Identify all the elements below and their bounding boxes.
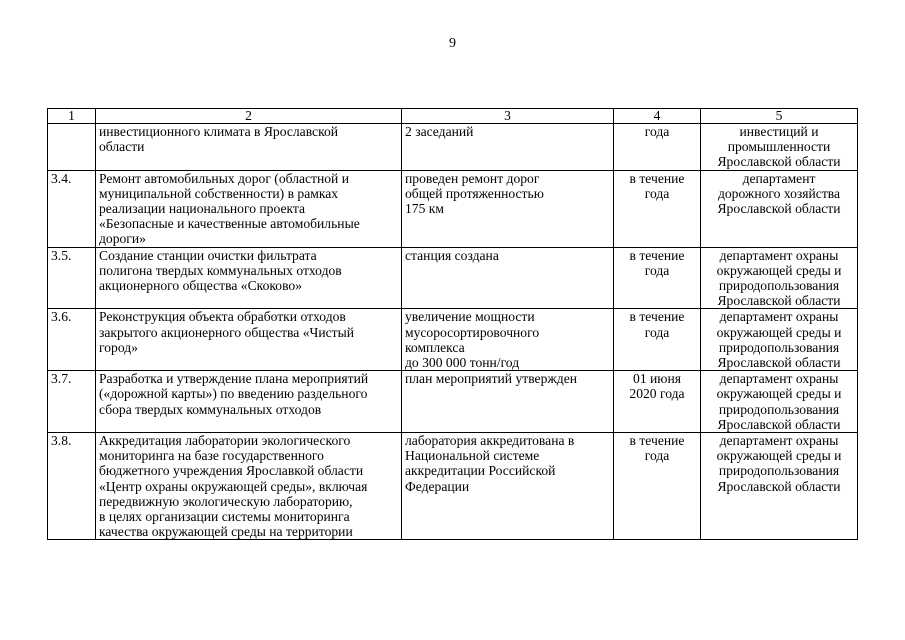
executor-cell-line: департамент охраны <box>719 433 839 449</box>
executor-cell-line: департамент охраны <box>719 247 839 263</box>
date-cell-line: года <box>644 124 670 139</box>
result-cell-line: общей протяженностью <box>405 185 544 201</box>
action-cell-line: город» <box>99 339 138 355</box>
executor-cell-line: природопользования <box>718 278 840 294</box>
action-cell-line: бюджетного учреждения Ярославкой области <box>99 463 364 479</box>
action-cell <box>96 371 402 433</box>
executor-cell-line: окружающей среды и <box>716 324 842 340</box>
action-cell-line: Создание станции очистки фильтрата <box>99 247 317 263</box>
result-cell <box>402 124 614 171</box>
date-cell-line: 2020 года <box>629 386 685 402</box>
action-cell-line: Реконструкция объекта обработки отходов <box>99 309 346 325</box>
header-cell-action: 2 <box>96 109 402 124</box>
table-row <box>48 433 858 540</box>
executor-cell <box>701 433 858 540</box>
action-cell-line: («дорожной карты») по введению раздельного <box>99 386 368 402</box>
table-header-row <box>48 109 858 124</box>
table-row <box>48 309 858 371</box>
plan-table <box>47 108 858 540</box>
date-cell-line: в течение <box>629 247 685 263</box>
action-cell-line: качества окружающей среды на территории <box>99 524 353 540</box>
action-cell-line: сбора твердых коммунальных отходов <box>99 401 322 417</box>
result-cell-line: Федерации <box>405 478 470 494</box>
result-cell <box>402 170 614 247</box>
header-cell-executor: 5 <box>701 109 858 124</box>
result-cell-line: план мероприятий утвержден <box>405 371 578 387</box>
table-row <box>48 247 858 309</box>
action-cell-line: передвижную экологическую лабораторию, <box>99 493 353 509</box>
date-cell-line: года <box>644 324 670 340</box>
executor-cell-line: окружающей среды и <box>716 448 842 464</box>
date-cell <box>614 309 701 371</box>
table-row <box>48 371 858 433</box>
row-number-cell: 3.6. <box>48 309 96 371</box>
result-cell <box>402 371 614 433</box>
executor-cell-line: Ярославской области <box>717 478 841 494</box>
executor-cell-line: природопользования <box>718 401 840 417</box>
date-cell <box>614 247 701 309</box>
action-cell-line: Разработка и утверждение плана мероприятий <box>99 371 369 387</box>
header-cell-date: 4 <box>614 109 701 124</box>
result-cell-line: 175 км <box>405 201 444 217</box>
result-cell-line: увеличение мощности <box>405 309 535 325</box>
table-row <box>48 124 858 171</box>
action-cell-line: Аккредитация лаборатории экологического <box>99 433 351 449</box>
executor-cell <box>701 309 858 371</box>
executor-cell-line: окружающей среды и <box>716 262 842 278</box>
date-cell-line: года <box>644 185 670 201</box>
action-cell-line: области <box>99 139 145 155</box>
executor-cell-line: Ярославской области <box>717 293 841 309</box>
action-cell-line: реализации национального проекта <box>99 201 306 217</box>
action-cell <box>96 124 402 171</box>
action-cell <box>96 170 402 247</box>
result-cell <box>402 309 614 371</box>
executor-cell-line: департамент охраны <box>719 371 839 387</box>
action-cell-line: в целях организации системы мониторинга <box>99 509 350 525</box>
executor-cell-line: Ярославской области <box>717 154 841 170</box>
date-cell <box>614 170 701 247</box>
row-number-cell: 3.8. <box>48 433 96 540</box>
action-cell-line: закрытого акционерного общества «Чистый <box>99 324 355 340</box>
action-cell <box>96 309 402 371</box>
result-cell-line: проведен ремонт дорог <box>405 170 540 186</box>
action-cell-line: полигона твердых коммунальных отходов <box>99 262 342 278</box>
action-cell-line: муниципальной собственности) в рамках <box>99 185 339 201</box>
action-cell-line: «Безопасные и качественные автомобильные <box>99 216 360 232</box>
result-cell-line: комплекса <box>405 339 465 355</box>
action-cell <box>96 247 402 309</box>
action-cell-line: «Центр охраны окружающей среды», включая <box>99 478 368 494</box>
executor-cell-line: промышленности <box>727 139 831 155</box>
date-cell <box>614 124 701 171</box>
result-cell-line: 2 заседаний <box>405 124 474 139</box>
executor-cell-line: департамент <box>742 170 816 186</box>
action-cell-line: инвестиционного климата в Ярославской <box>99 124 339 139</box>
result-cell <box>402 247 614 309</box>
date-cell <box>614 371 701 433</box>
date-cell-line: в течение <box>629 309 685 325</box>
date-cell-line: года <box>644 262 670 278</box>
result-cell-line: до 300 000 тонн/год <box>405 355 520 371</box>
executor-cell-line: природопользования <box>718 463 840 479</box>
date-cell-line: 01 июня <box>633 371 681 387</box>
date-cell <box>614 433 701 540</box>
table-row <box>48 170 858 247</box>
executor-cell <box>701 371 858 433</box>
executor-cell-line: департамент охраны <box>719 309 839 325</box>
executor-cell-line: дорожного хозяйства <box>717 185 841 201</box>
executor-cell-line: Ярославской области <box>717 355 841 371</box>
action-cell-line: Ремонт автомобильных дорог (областной и <box>99 170 350 186</box>
result-cell-line: лаборатория аккредитована в <box>405 433 575 449</box>
action-cell-line: акционерного общества «Скоково» <box>99 278 302 294</box>
action-cell <box>96 433 402 540</box>
executor-cell-line: Ярославской области <box>717 201 841 217</box>
executor-cell <box>701 124 858 171</box>
result-cell-line: Национальной системе <box>405 448 540 464</box>
result-cell-line: аккредитации Российской <box>405 463 556 479</box>
executor-cell <box>701 170 858 247</box>
executor-cell-line: инвестиций и <box>739 124 819 139</box>
header-cell-num: 1 <box>48 109 96 124</box>
action-cell-line: дороги» <box>99 231 146 247</box>
header-cell-result: 3 <box>402 109 614 124</box>
row-number-cell: 3.4. <box>48 170 96 247</box>
row-number-cell: 3.7. <box>48 371 96 433</box>
result-cell <box>402 433 614 540</box>
executor-cell-line: окружающей среды и <box>716 386 842 402</box>
executor-cell <box>701 247 858 309</box>
result-cell-line: станция создана <box>405 247 499 263</box>
page-number: 9 <box>449 36 456 51</box>
row-number-cell: 3.5. <box>48 247 96 309</box>
date-cell-line: года <box>644 448 670 464</box>
action-cell-line: мониторинга на базе государственного <box>99 448 324 464</box>
date-cell-line: в течение <box>629 433 685 449</box>
row-number-cell <box>48 124 96 171</box>
executor-cell-line: природопользования <box>718 339 840 355</box>
executor-cell-line: Ярославской области <box>717 416 841 432</box>
result-cell-line: мусоросортировочного <box>405 324 540 340</box>
date-cell-line: в течение <box>629 170 685 186</box>
